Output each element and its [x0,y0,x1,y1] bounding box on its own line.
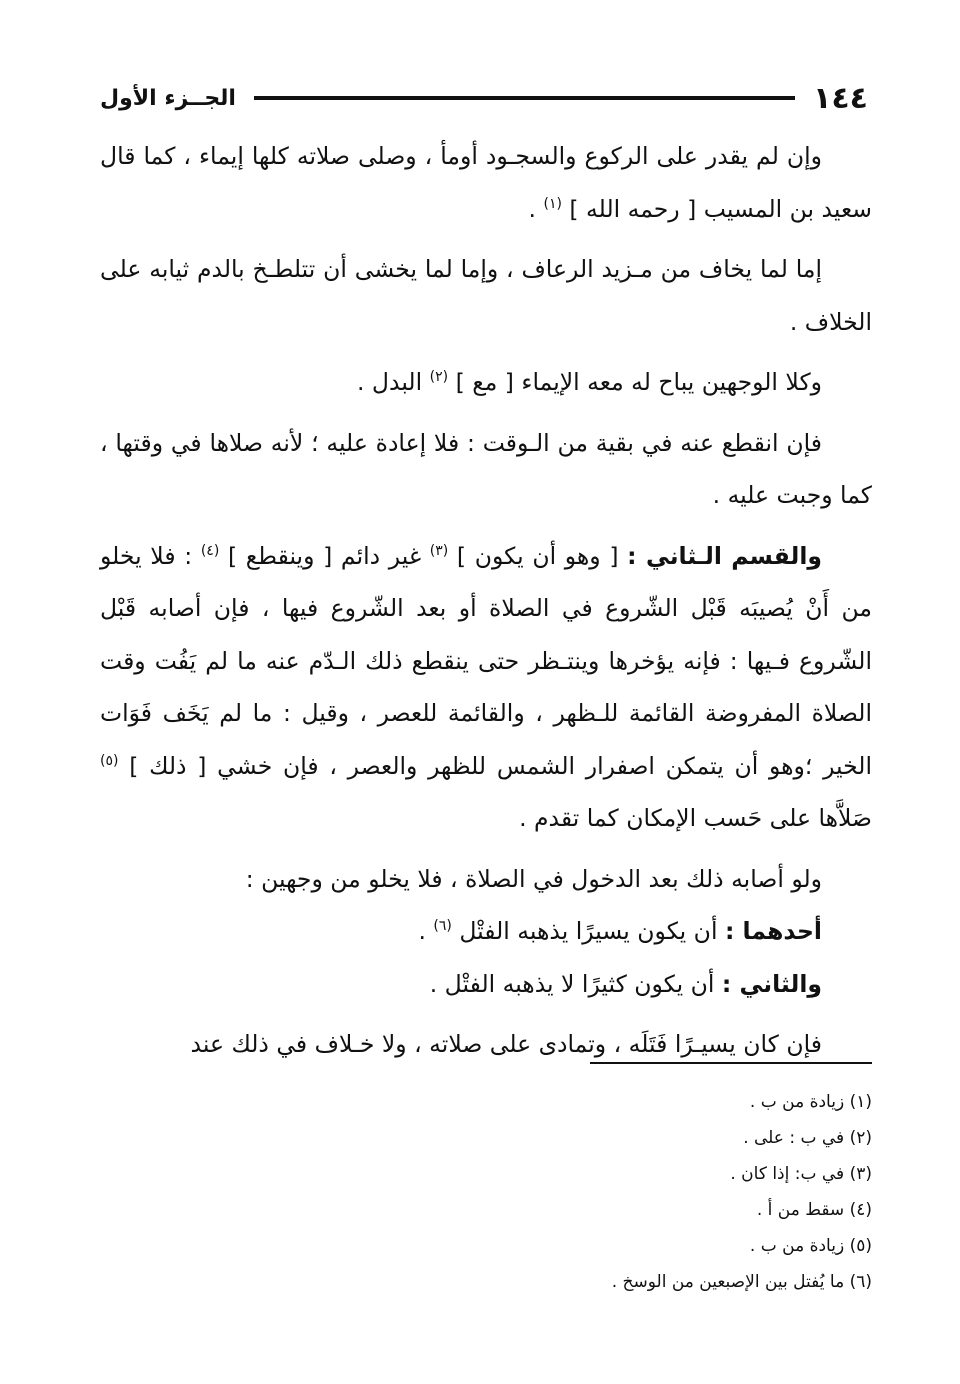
paragraph-1-end: . [528,194,536,223]
paragraph-5-text-c: : فلا يخلو من أَنْ يُصيبَه قَبْل الشّروع في الصلاة أو بعد الشّروع فيها ، فإن أصابه قَبْل الشّروع فـيها : فإنه يؤخرها وينتـظر حتى ينقطع ذلك الـدّم عنه ما لم يَفُت وقت الصلاة المفروضة القائمة للـظهر ، والقائمة للعصر ، وقيل : ما لم يَخَف فَوَات الخير ؛وهو أن يتمكن اصفرار الشمس للظهر والعصر ، فإن خشي [ ذلك ] [100,541,872,780]
paragraph-7-lead: أحدهما : [724,917,822,945]
paragraph-5-text-a: [ وهو أن يكون ] [456,541,619,570]
paragraph-3-end: البدل . [356,368,423,396]
paragraph-5-text-b: غير دائم [ وينقطع ] [227,541,422,570]
page-header [100,78,868,118]
footnote-6: (٦) ما يُفتل بين الإصبعين من الوسخ . [611,1272,872,1292]
footnote-3: (٣) في ب: إذا كان . [730,1164,872,1184]
paragraph-8-text: أن يكون كثيرًا لا يذهبه الفتْل . [429,969,715,998]
paragraph-7-end: . [418,917,426,945]
footnote-4: (٤) سقط من أ . [756,1200,872,1220]
paragraph-7-text: أن يكون يسيرًا يذهبه الفتْل [459,917,718,945]
footnote-separator [590,1062,872,1064]
paragraph-8-lead: والثاني : [721,969,822,998]
paragraph-3 [100,356,872,409]
paragraph-1 [100,130,872,235]
paragraph-9-text: فإن كان يسيـرًا فَتَلَه ، وتمادى على صلاته ، ولا خـلاف في ذلك عند [190,1030,822,1058]
paragraph-1-text: وإن لم يقدر على الركوع والسجـود أومأ ، وصلى صلاته كلها إيماء ، كما قال سعيد بن المسيب [ رحمه الله ] [100,142,872,223]
footnote-2: (٢) في ب : على . [743,1128,872,1148]
paragraph-2-text: إما لما يخاف من مـزيد الرعاف ، وإما لما يخشى أن تتلطـخ بالدم ثيابه على الخلاف . [100,255,872,336]
footnote-5: (٥) زيادة من ب . [749,1236,872,1256]
paragraph-2 [100,243,872,348]
paragraph-3-text: وكلا الوجهين يباح له معه الإيماء [ مع ] [455,368,822,396]
main-text [100,130,872,1079]
paragraph-6 [100,853,872,906]
paragraph-8 [100,958,872,1011]
footnote-ref-6: (٦) [433,918,452,935]
footnote-ref-3: (٣) [429,542,449,559]
paragraph-5-text-d: صَلاَّها على حَسب الإمكان كما تقدم . [519,804,872,832]
paragraph-4-text: فإن انقطع عنه في بقية من الـوقت : فلا إعادة عليه ؛ لأنه صلاها في وقتها ، كما وجبت عليه . [100,428,872,509]
footnote-1: (١) زيادة من ب . [749,1092,872,1112]
header-rule [254,96,795,100]
footnote-ref-1: (١) [543,195,562,212]
footnotes [372,1084,872,1300]
paragraph-5 [100,530,872,845]
paragraph-7 [100,905,872,958]
paragraph-4 [100,417,872,522]
page-number: ١٤٤ [813,80,868,116]
footnote-ref-5: (٥) [100,752,119,769]
running-head: الجــزء الأول [100,85,236,111]
footnote-ref-4: (٤) [200,542,220,559]
paragraph-5-lead: والقسم الـثاني : [627,541,822,570]
paragraph-6-text: ولو أصابه ذلك بعد الدخول في الصلاة ، فلا يخلو من وجهين : [245,864,822,893]
footnote-ref-2: (٢) [429,369,449,386]
